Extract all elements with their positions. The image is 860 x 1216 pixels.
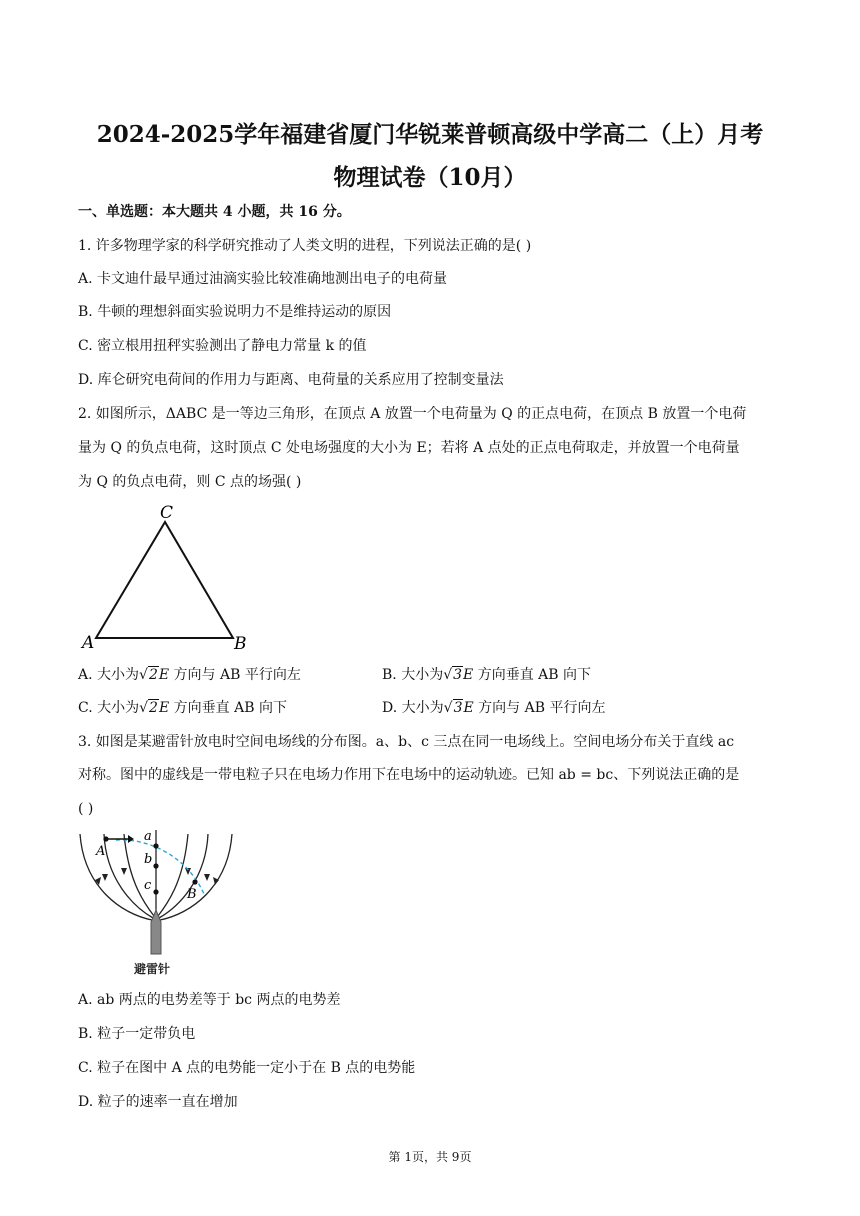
q1-option-b: B. 牛顿的理想斜面实验说明力不是维持运动的原因: [78, 304, 392, 320]
point-a-dot: [153, 843, 158, 848]
q2-option-b-symbol: E: [463, 667, 474, 683]
label-B: B: [187, 887, 197, 902]
arrow-1: [121, 868, 127, 875]
q2-option-c-symbol: E: [158, 700, 170, 716]
q3-stem-line1: 3. 如图是某避雷针放电时空间电场线的分布图。a、b、c 三点在同一电场线上。空间电场分布关于直线 ac: [78, 734, 735, 750]
arrow-5: [95, 877, 101, 885]
q3-option-c: C. 粒子在图中 A 点的电势能一定小于在 B 点的电势能: [78, 1060, 416, 1076]
q2-option-d: D. 大小为√3E 方向与 AB 平行向左: [382, 700, 606, 716]
label-A: A: [96, 844, 106, 859]
q2-option-c: C. 大小为√2E 方向垂直 AB 向下: [78, 700, 287, 716]
q2-option-a-symbol: E: [158, 667, 170, 683]
arrow-3: [102, 874, 108, 881]
vertex-label-c: C: [160, 503, 174, 523]
q2-option-d-suffix: 方向与 AB 平行向左: [473, 700, 606, 716]
field-line-3: [104, 834, 153, 918]
field-line-6: [160, 834, 232, 920]
q2-option-a-root: 2: [148, 667, 158, 683]
q2-option-d-symbol: E: [463, 700, 474, 716]
vertex-label-b: B: [234, 634, 247, 654]
q3-stem-line2: 对称。图中的虚线是一带电粒子只在电场力作用下在电场中的运动轨迹。已知 ab = bc、下列说法正确的是: [78, 767, 740, 783]
q2-option-a-suffix: 方向与 AB 平行向左: [169, 667, 301, 683]
q2-stem-line3: 为 Q 的负点电荷，则 C 点的场强( ): [78, 474, 302, 490]
q2-option-b-root: 3: [453, 667, 463, 683]
label-b: b: [144, 852, 153, 867]
q3-option-d: D. 粒子的速率一直在增加: [78, 1094, 238, 1110]
arrow-4: [204, 874, 210, 881]
section-heading: 一、单选题：本大题共 4 小题，共 16 分。: [78, 204, 351, 220]
velocity-arrowhead: [128, 835, 134, 843]
q1-option-c: C. 密立根用扭秤实验测出了静电力常量 k 的值: [78, 338, 367, 354]
point-c-dot: [153, 889, 158, 894]
q3-option-b: B. 粒子一定带负电: [78, 1026, 196, 1042]
lightning-rod: [151, 910, 161, 954]
q2-stem-line1: 2. 如图所示，ΔABC 是一等边三角形，在顶点 A 放置一个电荷量为 Q 的正点电荷，在顶点 B 放置一个电荷: [78, 406, 747, 422]
point-B-dot: [192, 879, 197, 884]
q1-option-d: D. 库仑研究电荷间的作用力与距离、电荷量的关系应用了控制变量法: [78, 372, 504, 388]
point-A-dot: [103, 836, 108, 841]
q2-option-b-suffix: 方向垂直 AB 向下: [473, 667, 592, 683]
exam-title-line1: 2024-2025学年福建省厦门华锐莱普顿高级中学高二（上）月考: [96, 121, 764, 148]
q2-option-b: B. 大小为√3E 方向垂直 AB 向下: [382, 667, 592, 683]
field-line-4: [159, 834, 208, 918]
label-c: c: [144, 878, 152, 893]
q1-option-a: A. 卡文迪什最早通过油滴实验比较准确地测出电子的电荷量: [78, 271, 448, 287]
field-line-2: [158, 834, 188, 916]
q2-option-d-prefix: D. 大小为: [382, 700, 444, 716]
q2-option-c-prefix: C. 大小为: [78, 700, 140, 716]
q1-stem: 1. 许多物理学家的科学研究推动了人类文明的进程，下列说法正确的是( ): [78, 238, 532, 254]
q2-option-b-prefix: B. 大小为: [382, 667, 444, 683]
label-a: a: [144, 829, 152, 844]
q2-stem-line2: 量为 Q 的负点电荷，这时顶点 C 处电场强度的大小为 E；若将 A 点处的正点电荷取走，并放置一个电荷量: [78, 440, 740, 456]
q3-stem-line3: ( ): [78, 801, 94, 817]
q2-option-c-suffix: 方向垂直 AB 向下: [169, 700, 287, 716]
field-line-1: [124, 834, 154, 916]
triangle-abc: [96, 522, 233, 638]
q2-option-a: A. 大小为√2E 方向与 AB 平行向左: [78, 667, 301, 683]
page-footer: 第 1页，共 9页: [388, 1150, 472, 1164]
point-b-dot: [153, 863, 158, 868]
lightning-rod-figure: [76, 826, 246, 978]
exam-title-line2: 物理试卷（10月）: [333, 164, 527, 191]
vertex-label-a: A: [82, 633, 95, 653]
q2-option-c-root: 2: [149, 700, 158, 716]
q3-option-a: A. ab 两点的电势差等于 bc 两点的电势差: [78, 992, 341, 1008]
triangle-figure: [78, 500, 258, 660]
q2-option-d-root: 3: [453, 700, 463, 716]
q2-option-a-prefix: A. 大小为: [78, 667, 140, 683]
field-line-5: [80, 834, 152, 920]
figure-caption: 避雷针: [134, 962, 171, 976]
